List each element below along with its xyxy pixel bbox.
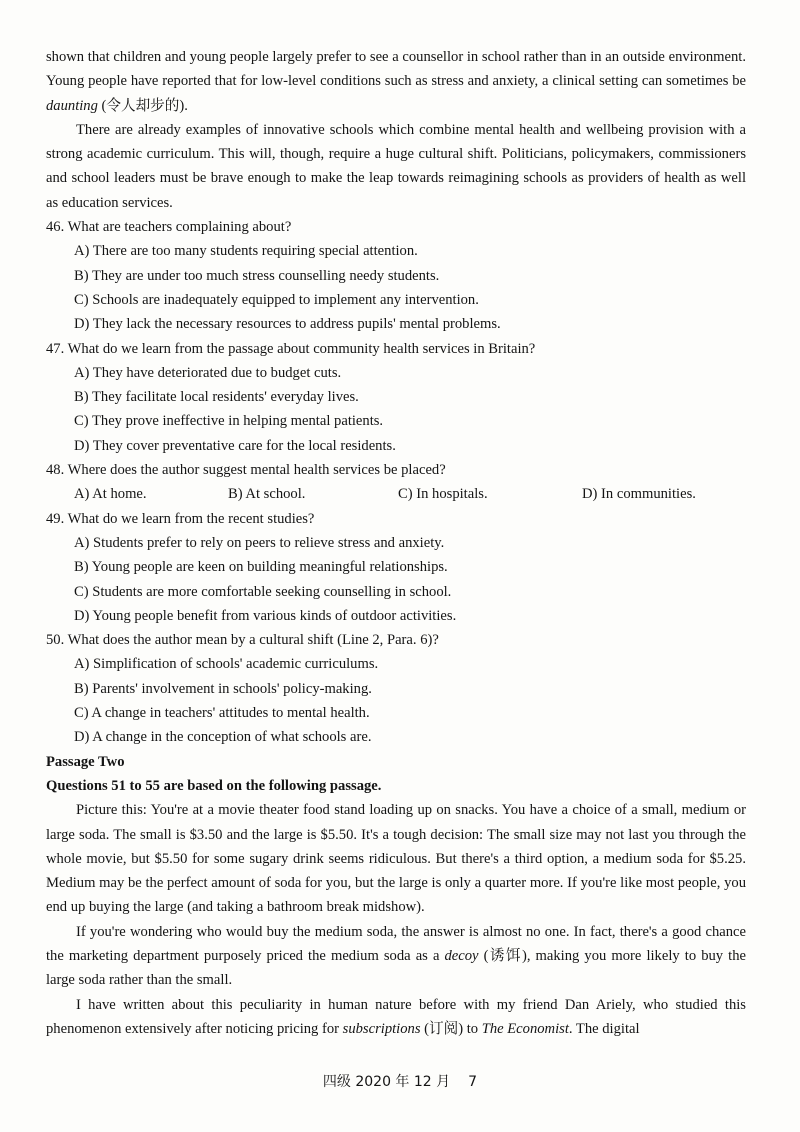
option-b: B) At school. [228, 486, 306, 503]
option-d: D) In communities. [582, 486, 696, 503]
option-c: C) Students are more comfortable seeking counselling in school. [74, 583, 452, 600]
paragraph-text: . The digital [568, 1020, 640, 1037]
question-46 [46, 215, 746, 336]
passage-paragraph: There are already examples of innovative schools which combine mental health and wellbeing provision with a strong academic curriculum. This will, though, require a huge cultural shift. Politicians, policymakers, commissioners and school leaders must be brave enough to make the leap towards reimagining schools as providers of health as well as education services. [46, 121, 746, 211]
question-50 [46, 628, 746, 749]
option-a: A) Simplification of schools' academic curriculums. [74, 656, 379, 673]
page-content [46, 45, 746, 1041]
option-a: A) They have deteriorated due to budget cuts. [74, 364, 342, 381]
paragraph-text: , making you more likely to buy the large soda rather than the small. [46, 947, 746, 989]
italic-title: The Economist [481, 1020, 569, 1037]
italic-term: subscriptions [342, 1020, 421, 1037]
option-d: D) Young people benefit from various kinds of outdoor activities. [74, 607, 457, 624]
option-b: B) Young people are keen on building meaningful relationships. [74, 559, 448, 576]
option-b: B) Parents' involvement in schools' policy-making. [74, 680, 372, 697]
paragraph-text: If you're wondering who would buy the medium soda, the answer is almost no one. In fact, there's a good chance the marketing department purposely priced the medium soda as a [46, 923, 746, 964]
paragraph-text: to [463, 1020, 482, 1037]
option-d: D) They cover preventative care for the local residents. [74, 437, 396, 454]
question-stem: 49. What do we learn from the recent studies? [46, 510, 315, 527]
passage-paragraph [46, 45, 746, 118]
chinese-gloss: (令人却步的). [97, 97, 188, 114]
option-b: B) They are under too much stress counselling needy students. [74, 267, 440, 284]
passage-paragraph: Picture this: You're at a movie theater food stand loading up on snacks. You have a choice of a small, medium or large soda. The small is $3.50 and the large is $5.50. It's a tough decision: The small size may not last you through the whole movie, but $5.50 for some sugary drink seems ridiculous. But there's a third option, a medium soda for $5.25. Medium may be the perfect amount of soda for you, but the large is only a quarter more. If you're like most people, you end up buying the large (and taking a bathroom break midshow). [46, 802, 746, 916]
passage-paragraph [46, 920, 746, 993]
option-c: C) A change in teachers' attitudes to mental health. [74, 705, 370, 722]
page-footer [0, 1071, 800, 1091]
chinese-gloss: (诱饵) [478, 947, 527, 964]
question-stem: 50. What does the author mean by a cultural shift (Line 2, Para. 6)? [46, 632, 439, 649]
option-a: A) There are too many students requiring special attention. [74, 243, 418, 260]
paragraph-text: I have written about this peculiarity in human nature before with my friend Dan Ariely, who studied this phenomenon extensively after noticing pricing for [46, 996, 746, 1037]
option-row [46, 482, 746, 506]
question-47 [46, 337, 746, 458]
italic-term: decoy [444, 947, 479, 964]
option-d: D) A change in the conception of what schools are. [74, 729, 372, 746]
question-stem: 47. What do we learn from the passage about community health services in Britain? [46, 340, 536, 357]
question-stem: 46. What are teachers complaining about? [46, 219, 292, 236]
page-number: 7 [468, 1074, 478, 1090]
option-d: D) They lack the necessary resources to address pupils' mental problems. [74, 316, 501, 333]
option-a: A) Students prefer to rely on peers to relieve stress and anxiety. [74, 534, 445, 551]
italic-term: daunting [46, 97, 98, 114]
option-c: C) In hospitals. [398, 486, 488, 503]
question-stem: 48. Where does the author suggest mental health services be placed? [46, 462, 446, 479]
passage-paragraph [46, 993, 746, 1042]
question-48 [46, 458, 746, 507]
question-49 [46, 507, 746, 628]
exam-label: 四级 2020 年 12 月 [322, 1074, 451, 1090]
passage-title: Passage Two [46, 753, 125, 770]
option-c: C) Schools are inadequately equipped to implement any intervention. [74, 291, 479, 308]
option-a: A) At home. [74, 486, 147, 503]
option-b: B) They facilitate local residents' everyday lives. [74, 389, 359, 406]
chinese-gloss: (订阅) [420, 1020, 464, 1037]
passage-instructions: Questions 51 to 55 are based on the following passage. [46, 777, 382, 794]
paragraph-text: shown that children and young people largely prefer to see a counsellor in school rather than in an outside environment. Young people have reported that for low-level conditions such as stress and anxiety, a clinical setting can sometimes be [46, 49, 746, 90]
option-c: C) They prove ineffective in helping mental patients. [74, 413, 384, 430]
